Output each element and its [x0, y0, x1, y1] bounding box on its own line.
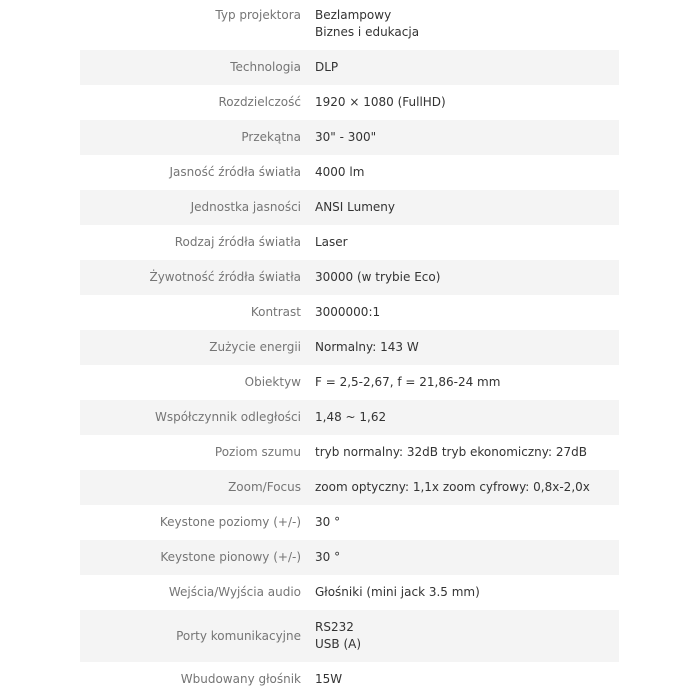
- spec-label-jasnosc: Jasność źródła światła: [169, 165, 301, 179]
- spec-row: [80, 400, 619, 435]
- spec-row: [80, 435, 619, 470]
- spec-label-keystone-pionowy: Keystone pionowy (+/-): [160, 550, 301, 564]
- spec-label-wejscia-audio: Wejścia/Wyjścia audio: [168, 585, 301, 599]
- spec-value-glosnik: 15W: [315, 672, 343, 686]
- spec-label-wspolczynnik: Współczynnik odległości: [154, 410, 301, 424]
- spec-value-kontrast: 3000000:1: [315, 305, 381, 319]
- spec-value-porty: [301, 619, 361, 653]
- spec-row: [80, 662, 619, 697]
- spec-value-zuzycie-energii: Normalny: 143 W: [315, 340, 419, 354]
- spec-label-obiektyw: Obiektyw: [244, 375, 301, 389]
- spec-label-zuzycie-energii: Zużycie energii: [209, 340, 301, 354]
- spec-value-technologia: DLP: [315, 60, 339, 74]
- spec-label-keystone-poziomy: Keystone poziomy (+/-): [159, 515, 301, 529]
- spec-table: [80, 0, 619, 697]
- spec-label-rozdzielczosc: Rozdzielczość: [218, 95, 301, 109]
- spec-label-przekatna: Przekątna: [241, 130, 301, 144]
- spec-value-line: Biznes i edukacja: [315, 25, 420, 39]
- spec-value-line: USB (A): [315, 637, 362, 651]
- spec-value-poziom-szumu: tryb normalny: 32dB tryb ekonomiczny: 27dB: [315, 445, 587, 459]
- spec-row: [80, 50, 619, 85]
- spec-row: [80, 365, 619, 400]
- spec-label-technologia: Technologia: [230, 60, 301, 74]
- spec-value-wspolczynnik: 1,48 ~ 1,62: [315, 410, 387, 424]
- spec-value-keystone-pionowy: 30 °: [315, 550, 341, 564]
- spec-value-rodzaj-zrodla: Laser: [315, 235, 348, 249]
- spec-row: [80, 120, 619, 155]
- spec-value-jasnosc: 4000 lm: [315, 165, 365, 179]
- spec-value-zoom-focus: zoom optyczny: 1,1x zoom cyfrowy: 0,8x-2,0x: [315, 480, 590, 494]
- spec-row: [80, 575, 619, 610]
- spec-value-obiektyw: F = 2,5-2,67, f = 21,86-24 mm: [315, 375, 501, 389]
- spec-value-zywotnosc: 30000 (w trybie Eco): [315, 270, 441, 284]
- spec-row: [80, 155, 619, 190]
- spec-label-porty: Porty komunikacyjne: [176, 628, 301, 643]
- spec-label-poziom-szumu: Poziom szumu: [214, 445, 301, 459]
- spec-label-jednostka-jasnosci: Jednostka jasności: [190, 200, 301, 214]
- spec-row: [80, 330, 619, 365]
- spec-value-keystone-poziomy: 30 °: [315, 515, 341, 529]
- spec-row: [80, 540, 619, 575]
- spec-value-line: Bezlampowy: [315, 8, 392, 22]
- spec-row: [80, 295, 619, 330]
- spec-row: [80, 0, 619, 50]
- spec-value-typ-projektora: [301, 7, 419, 41]
- spec-row: [80, 225, 619, 260]
- spec-value-wejscia-audio: Głośniki (mini jack 3.5 mm): [315, 585, 480, 599]
- spec-value-jednostka-jasnosci: ANSI Lumeny: [315, 200, 396, 214]
- spec-value-przekatna: 30" - 300": [315, 130, 377, 144]
- spec-label-kontrast: Kontrast: [250, 305, 301, 319]
- spec-row: [80, 190, 619, 225]
- spec-label-zywotnosc: Żywotność źródła światła: [149, 270, 301, 284]
- spec-value-rozdzielczosc: 1920 × 1080 (FullHD): [315, 95, 446, 109]
- spec-row: [80, 260, 619, 295]
- spec-row: [80, 610, 619, 662]
- spec-label-glosnik: Wbudowany głośnik: [180, 672, 301, 686]
- spec-row: [80, 470, 619, 505]
- spec-row: [80, 85, 619, 120]
- spec-value-line: RS232: [315, 620, 354, 634]
- spec-label-rodzaj-zrodla: Rodzaj źródła światła: [174, 235, 301, 249]
- spec-row: [80, 505, 619, 540]
- spec-label-zoom-focus: Zoom/Focus: [228, 480, 301, 494]
- spec-label-typ-projektora: Typ projektora: [215, 8, 301, 22]
